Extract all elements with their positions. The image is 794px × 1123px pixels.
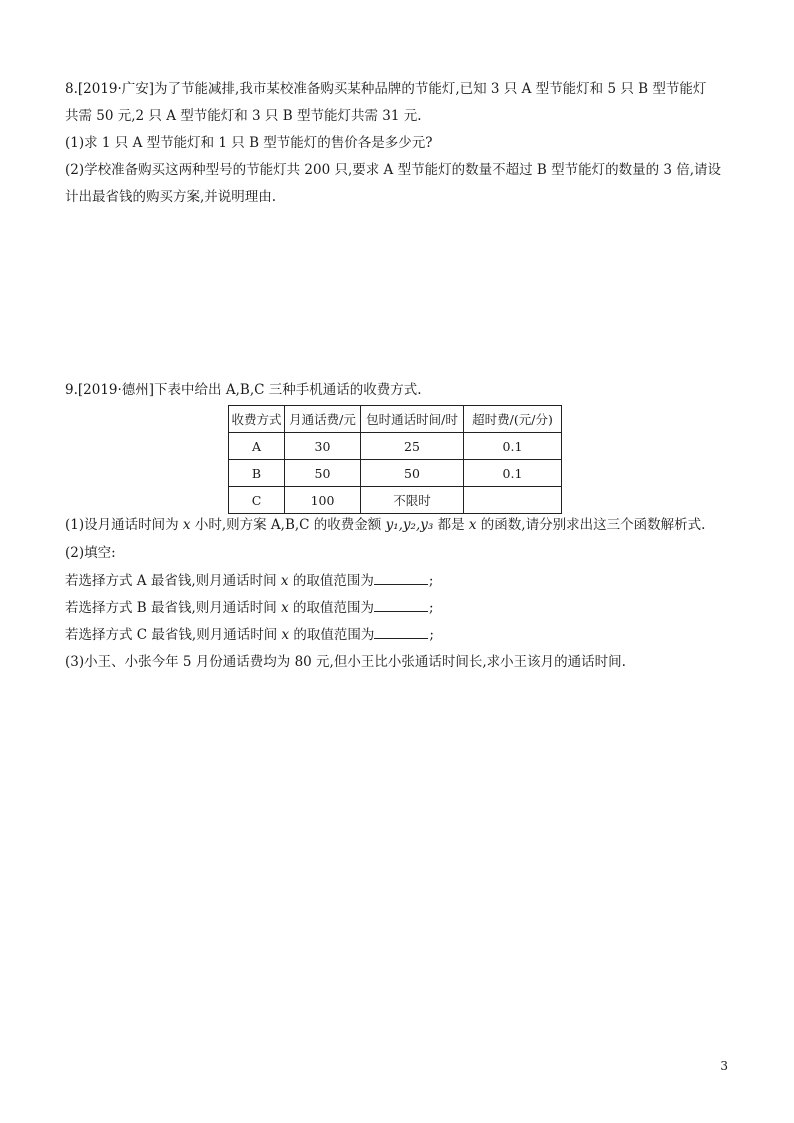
fill-text: 的取值范围为	[289, 627, 375, 643]
table-cell: 30	[285, 433, 361, 460]
q8-line1: 8.[2019·广安]为了节能减排,我市某校准备购买某种品牌的节能灯,已知 3 只 A 型节能灯和 5 只 B 型节能灯	[65, 81, 707, 97]
q8-part2-line1: (2)学校准备购买这两种型号的节能灯共 200 只,要求 A 型节能灯的数量不超过 B 型节能灯的数量的 3 倍,请设	[65, 162, 722, 178]
fill-a-text: 若选择方式 A 最省钱,则月通话时间	[65, 573, 281, 589]
variable-x: x	[281, 627, 290, 643]
fee-table	[228, 405, 562, 514]
fill-text: 的取值范围为	[288, 573, 374, 589]
fill-c-text: 若选择方式 C 最省钱,则月通话时间	[65, 627, 282, 643]
table-cell: 0.1	[464, 460, 562, 487]
q9-part3: (3)小王、小张今年 5 月份通话费均为 80 元,但小王比小张通话时间长,求小王该月的通话时间.	[65, 654, 626, 670]
variable-x: x	[280, 573, 289, 589]
q8-line2: 共需 50 元,2 只 A 型节能灯和 3 只 B 型节能灯共需 31 元.	[65, 108, 422, 124]
table-cell	[464, 487, 562, 514]
table-cell: 25	[361, 433, 464, 460]
q9-part1	[65, 515, 705, 535]
table-header-cell: 收费方式	[229, 406, 285, 433]
answer-blank-a[interactable]	[374, 570, 428, 585]
q9-part1-text-a: (1)设月通话时间为	[65, 517, 183, 533]
q8-part2-line2: 计出最省钱的购买方案,并说明理由.	[65, 189, 277, 205]
table-cell: 50	[285, 460, 361, 487]
q9-fill-c	[65, 624, 434, 645]
table-cell: C	[229, 487, 285, 514]
table-cell: B	[229, 460, 285, 487]
page-number: 3	[720, 1059, 728, 1073]
variable-x: x	[281, 600, 289, 616]
table-cell: 0.1	[464, 433, 562, 460]
variable-x: x	[182, 517, 191, 533]
q9-intro: 9.[2019·德州]下表中给出 A,B,C 三种手机通话的收费方式.	[65, 382, 422, 398]
variable-x: x	[468, 517, 477, 533]
table-cell: 100	[285, 487, 361, 514]
table-cell: A	[229, 433, 285, 460]
table-header-cell: 月通话费/元	[285, 406, 361, 433]
fee-table-header-row	[229, 406, 562, 433]
fill-text: 的取值范围为	[288, 600, 375, 616]
table-cell: 不限时	[361, 487, 464, 514]
table-header-cell: 包时通话时间/时	[361, 406, 464, 433]
answer-blank-c[interactable]	[374, 624, 428, 639]
fill-end: ;	[429, 627, 434, 643]
q9-fill-b	[65, 597, 434, 618]
fill-end: ;	[428, 573, 434, 589]
answer-blank-b[interactable]	[374, 597, 428, 612]
table-header-cell: 超时费/(元/分)	[464, 406, 562, 433]
table-row	[229, 433, 562, 460]
q9-part2: (2)填空:	[65, 545, 116, 561]
table-row	[229, 460, 562, 487]
q9-part1-text-d: 的函数,请分别求出这三个函数解析式.	[476, 517, 706, 533]
fill-end: ;	[429, 600, 434, 616]
q8-part1: (1)求 1 只 A 型节能灯和 1 只 B 型节能灯的售价各是多少元?	[65, 135, 433, 151]
q9-part1-text-b: 小时,则方案 A,B,C 的收费金额	[190, 517, 386, 533]
variables-y: y₁,y₂,y₃	[385, 517, 434, 533]
q9-part1-text-c: 都是	[433, 517, 469, 533]
table-cell: 50	[361, 460, 464, 487]
q9-fill-a	[65, 570, 433, 591]
table-row	[229, 487, 562, 514]
fill-b-text: 若选择方式 B 最省钱,则月通话时间	[65, 600, 282, 616]
